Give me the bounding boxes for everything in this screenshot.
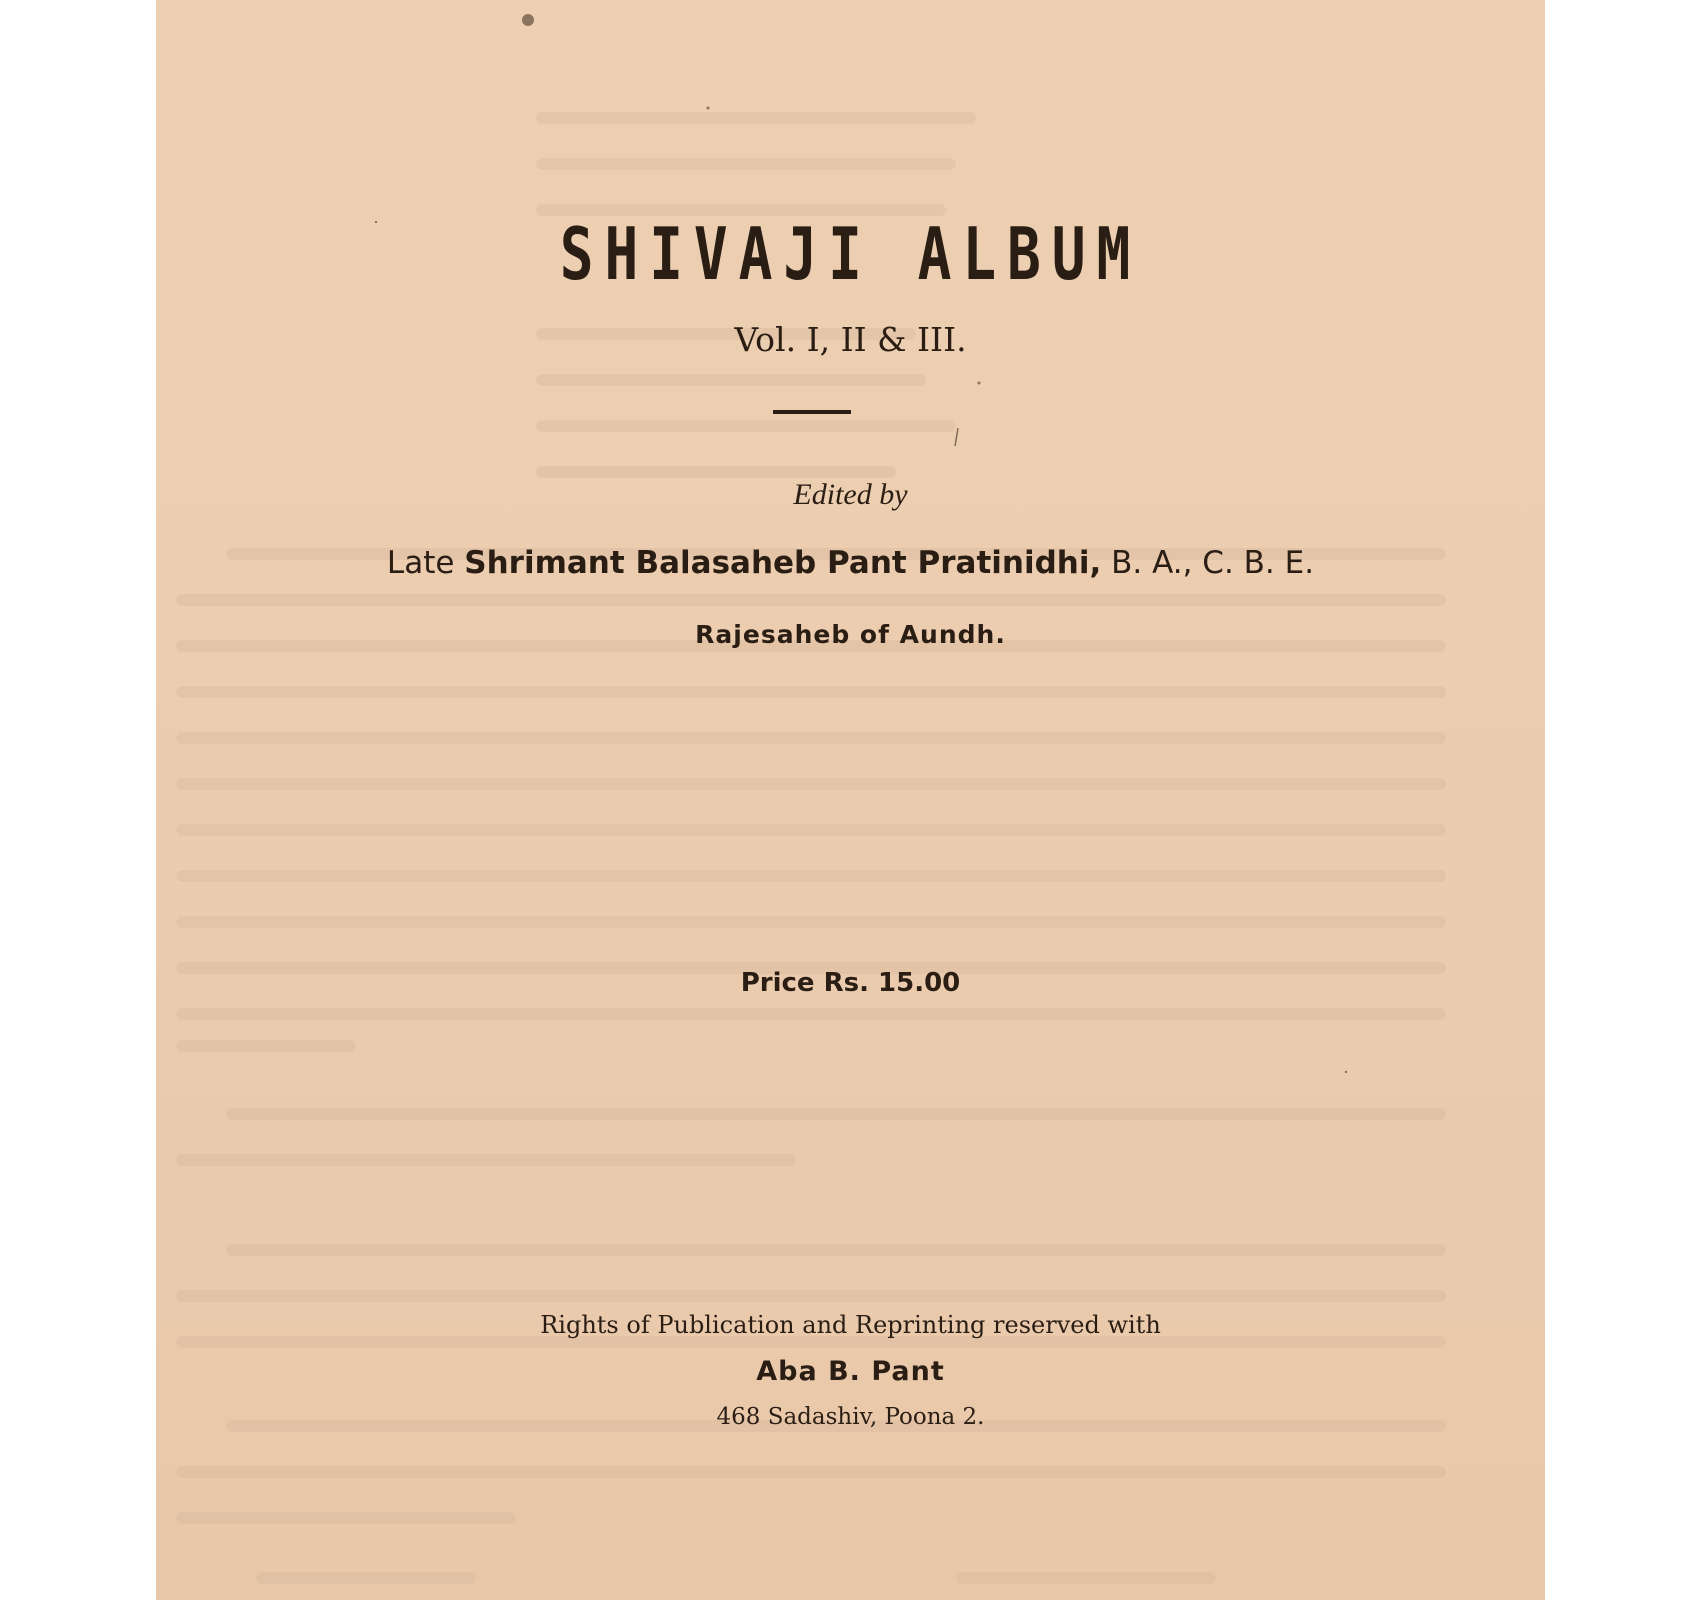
title-page	[156, 0, 1545, 1600]
volume-info: Vol. I, II & III.	[734, 320, 967, 359]
edited-by-label: Edited by	[793, 478, 908, 511]
editor-name: Shrimant Balasaheb Pant Pratinidhi,	[464, 545, 1102, 581]
price-label: Price Rs. 15.00	[740, 968, 961, 998]
editor-degrees: B. A., C. B. E.	[1111, 545, 1315, 581]
editor-line	[156, 545, 1545, 581]
editor-title: Rajesaheb of Aundh.	[695, 620, 1006, 649]
book-title: SHIVAJI ALBUM	[559, 212, 1142, 296]
publisher-name: Aba B. Pant	[756, 1356, 945, 1387]
title-divider	[773, 410, 851, 414]
editor-prefix: Late	[386, 545, 455, 581]
rights-notice: Rights of Publication and Reprinting reserved with	[540, 1311, 1161, 1339]
publisher-address: 468 Sadashiv, Poona 2.	[716, 1404, 985, 1430]
